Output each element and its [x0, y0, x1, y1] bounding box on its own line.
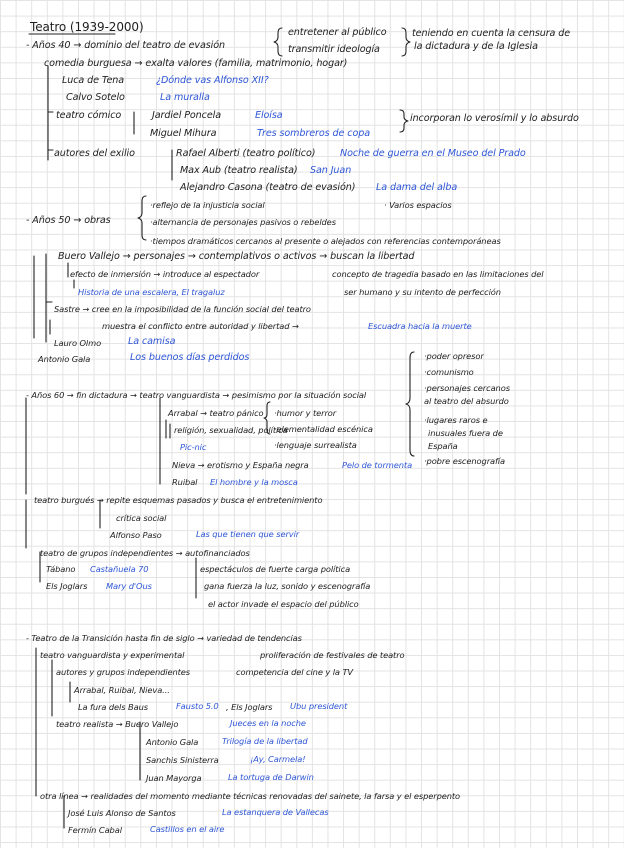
work-title: Pelo de tormenta — [342, 460, 413, 470]
work-title: Pic-nic — [180, 442, 207, 452]
note-line: comedia burguesa → exalta valores (familia, matrimonio, hogar) — [44, 58, 348, 69]
work-title: ¡Ay, Carmela! — [250, 754, 306, 764]
note-line: gana fuerza la luz, sonido y escenografía — [204, 581, 371, 591]
author-name: Tábano — [46, 564, 76, 574]
bullet-item: ·elementalidad escénica — [274, 424, 373, 434]
section-40s-heading: - Años 40 → dominio del teatro de evasión — [26, 40, 225, 51]
author-name: , Els Joglars — [226, 702, 273, 712]
note-line: efecto de inmersión → introduce al espectador — [70, 269, 260, 279]
author-name: Luca de Tena — [62, 75, 125, 86]
work-title: La estanquera de Vallecas — [222, 807, 329, 817]
note-line: teatro cómico — [56, 110, 122, 121]
work-title: Los buenos días perdidos — [130, 352, 250, 363]
work-title: La dama del alba — [376, 182, 458, 193]
note-line: espectáculos de fuerte carga política — [200, 564, 351, 574]
author-name: Miguel Mihura — [150, 128, 217, 139]
work-title: La muralla — [160, 92, 210, 103]
work-title: Fausto 5.0 — [176, 701, 219, 711]
bullet-item: · Varios espacios — [384, 200, 452, 210]
note-line: el actor invade el espacio del público — [208, 599, 359, 609]
author-name: Fermín Cabal — [68, 825, 122, 835]
note-line: Arrabal → teatro pánico — [168, 408, 264, 418]
bullet-item: ·personajes cercanos — [424, 383, 510, 393]
work-title: Noche de guerra en el Museo del Prado — [340, 148, 526, 159]
author-name: Rafael Alberti (teatro político) — [176, 148, 316, 159]
bullet-item: ·comunismo — [424, 367, 474, 377]
work-title: Historia de una escalera, El tragaluz — [78, 287, 225, 297]
author-name: Jardiel Poncela — [152, 110, 221, 121]
note-line: concepto de tragedia basado en las limitaciones del — [332, 269, 544, 279]
bullet-item: ·tiempos dramáticos cercanos al presente o alejados con referencias contemporáneas — [150, 236, 501, 246]
bullet-item: al teatro del absurdo — [424, 396, 509, 406]
note-line: teatro de grupos independientes → autofinanciados — [40, 548, 250, 558]
work-title: ¿Dónde vas Alfonso XII? — [156, 75, 269, 86]
work-title: Trilogía de la libertad — [222, 736, 308, 746]
note-line: Nieva → erotismo y España negra — [172, 460, 309, 470]
author-name: Ruibal — [172, 477, 198, 487]
bullet-item: ·humor y terror — [274, 408, 337, 418]
bullet-item: ·reflejo de la injusticia social — [150, 200, 265, 210]
note-line: teatro vanguardista y experimental — [40, 650, 185, 660]
work-title: Escuadra hacia la muerte — [368, 321, 472, 331]
brace-item: entretener al público — [288, 27, 387, 38]
bullet-item: ·lugares raros e — [424, 415, 488, 425]
work-title: El hombre y la mosca — [210, 477, 298, 487]
author-name: Max Aub (teatro realista) — [180, 165, 298, 176]
note-line: otra línea → realidades del momento mediante técnicas renovadas del sainete, la farsa y el esperpento — [40, 791, 461, 801]
note-line: teatro burgués → repite esquemas pasados y busca el entretenimiento — [34, 495, 323, 505]
note-line: crítica social — [116, 513, 167, 523]
author-name: José Luis Alonso de Santos — [68, 808, 176, 818]
work-title: Castillos en el aire — [150, 824, 225, 834]
author-name: La fura dels Baus — [78, 702, 148, 712]
section-60s-heading: - Años 60 → fin dictadura → teatro vanguardista → pesimismo por la situación social — [26, 390, 367, 400]
section-50s-heading: - Años 50 → obras — [26, 215, 111, 226]
author-name: Calvo Sotelo — [66, 92, 125, 103]
brace-note: la dictadura y de la Iglesia — [414, 41, 538, 52]
author-name: Juan Mayorga — [146, 773, 202, 783]
work-title: San Juan — [310, 165, 352, 176]
note-line: proliferación de festivales de teatro — [260, 650, 405, 660]
section-transicion-heading: - Teatro de la Transición hasta fin de siglo → variedad de tendencias — [26, 633, 302, 643]
work-title: Tres sombreros de copa — [257, 128, 370, 139]
work-title: Eloísa — [255, 110, 283, 121]
brace-note: teniendo en cuenta la censura de — [412, 28, 571, 39]
author-name: Lauro Olmo — [54, 338, 102, 348]
author-name: Alejandro Casona (teatro de evasión) — [180, 182, 356, 193]
author-name: Sanchis Sinisterra — [146, 755, 219, 765]
bullet-item: España — [428, 441, 458, 451]
bullet-item: inusuales fuera de — [428, 428, 503, 438]
note-line: competencia del cine y la TV — [236, 667, 353, 677]
work-title: Jueces en la noche — [230, 718, 306, 728]
work-title: La tortuga de Darwin — [228, 772, 314, 782]
work-title: Ubu president — [290, 701, 348, 711]
note-line: teatro realista → Buero Vallejo — [56, 719, 179, 729]
work-title: La camisa — [128, 336, 176, 347]
brace-item: transmitir ideología — [288, 44, 380, 55]
note-line: Arrabal, Ruibal, Nieva... — [74, 685, 170, 695]
note-line: religión, sexualidad, política — [174, 425, 288, 435]
note-line: Buero Vallejo → personajes → contemplativos o activos → buscan la libertad — [58, 251, 415, 262]
page-title: Teatro (1939-2000) — [30, 20, 144, 34]
note-line: autores del exilio — [54, 148, 135, 159]
note-line: muestra el conflicto entre autoridad y libertad → — [102, 321, 299, 331]
author-name: Alfonso Paso — [110, 530, 162, 540]
note-line: Sastre → cree en la imposibilidad de la función social del teatro — [54, 304, 311, 314]
bullet-item: ·pobre escenografía — [424, 456, 506, 466]
author-name: Els Joglars — [46, 581, 88, 591]
brace-note: incorporan lo verosímil y lo absurdo — [410, 113, 579, 124]
work-title: Mary d'Ous — [106, 581, 152, 591]
author-name: Antonio Gala — [38, 354, 91, 364]
work-title: Castañuela 70 — [90, 564, 149, 574]
note-line: autores y grupos independientes — [56, 667, 191, 677]
author-name: Antonio Gala — [146, 737, 199, 747]
bullet-item: ·alternancia de personajes pasivos o rebeldes — [150, 217, 336, 227]
bullet-item: ·lenguaje surrealista — [274, 440, 357, 450]
work-title: Las que tienen que servir — [196, 529, 300, 539]
note-line: ser humano y su intento de perfección — [344, 287, 501, 297]
bullet-item: ·poder opresor — [424, 351, 484, 361]
